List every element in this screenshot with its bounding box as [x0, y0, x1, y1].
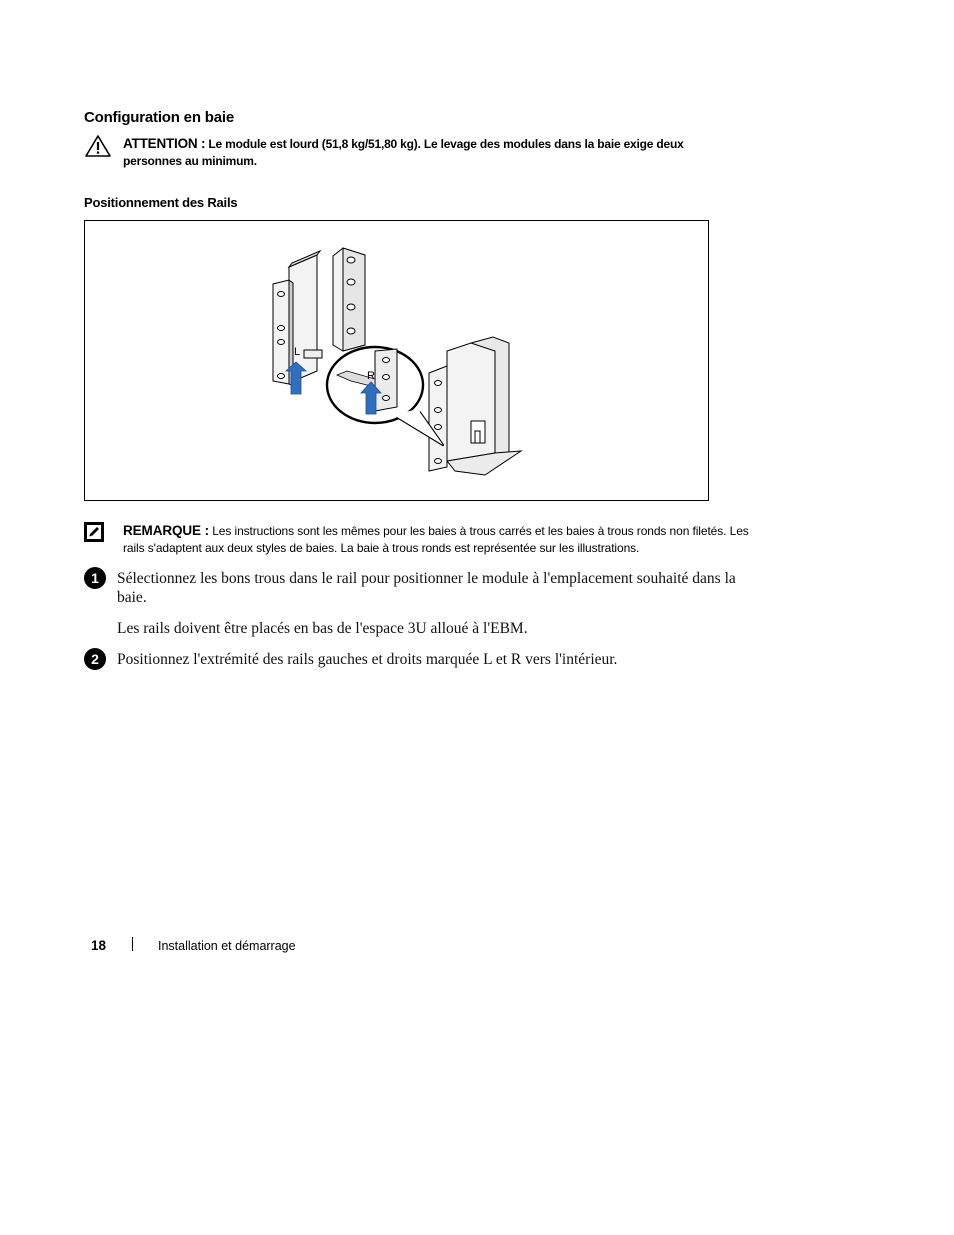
step-1-subtext: Les rails doivent être placés en bas de l'espace 3U alloué à l'EBM. [117, 620, 528, 637]
caution-text [123, 135, 723, 170]
rail-label-l: L [294, 346, 301, 358]
footer-divider [132, 937, 133, 951]
note-label: REMARQUE : [123, 523, 209, 538]
step-1-text: Sélectionnez les bons trous dans le rail pour positionner le module à l'emplacement souhaité dans la baie. [117, 570, 736, 606]
warning-triangle-icon [84, 134, 112, 158]
caution-label: ATTENTION : [123, 136, 206, 151]
rail-label-r: R [367, 370, 375, 382]
note-text [123, 522, 763, 557]
step-2-badge: 2 [84, 648, 106, 670]
rail-positioning-figure [84, 220, 709, 501]
caution-body: Le module est lourd (51,8 kg/51,80 kg). Le levage des modules dans la baie exige deux personnes au minimum. [123, 137, 684, 168]
section-title: Configuration en baie [84, 109, 234, 126]
footer-title: Installation et démarrage [158, 939, 296, 953]
right-rail-drawing [429, 337, 521, 475]
rail-illustration [85, 221, 708, 500]
figure-heading: Positionnement des Rails [84, 195, 238, 210]
page-number: 18 [91, 938, 107, 953]
step-1-badge: 1 [84, 567, 106, 589]
zoom-callout [327, 347, 443, 445]
note-body: Les instructions sont les mêmes pour les baies à trous carrés et les baies à trous ronds non filetés. Les rails s'adaptent aux deux styles de baies. La baie à trous ronds est représentée sur les illustrations. [123, 524, 749, 555]
step-2-text: Positionnez l'extrémité des rails gauches et droits marquée L et R vers l'intérieur. [117, 651, 618, 668]
pencil-note-icon [84, 522, 104, 542]
